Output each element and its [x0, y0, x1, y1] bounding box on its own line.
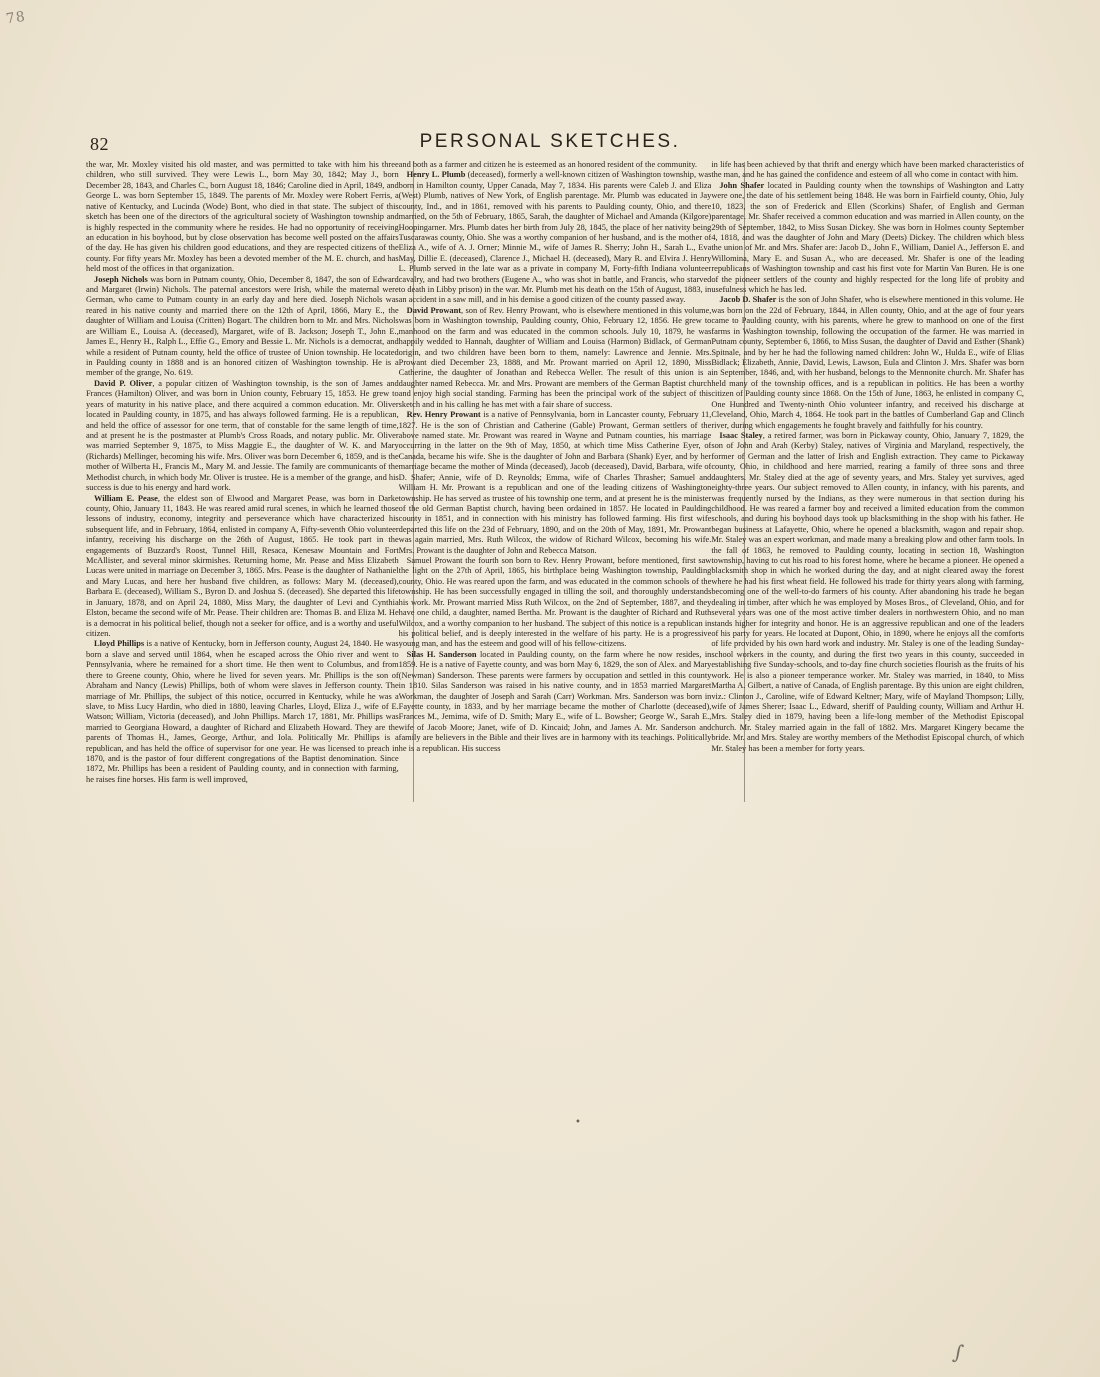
sketch-subject-name: Jacob D. Shafer — [719, 295, 777, 305]
sketch-paragraph — [711, 431, 1024, 754]
sketch-subject-name: Isaac Staley — [719, 430, 763, 440]
sketch-text: , a popular citizen of Washington township, is the son of James and Frances (Hamilton) Oliver, and was born in Union county, February 15, 1853. He grew to years of maturity in his native place, and there acquired a common education. Mr. Oliver located in Paulding county, in 1875, and has always followed farming. He is a republican, and held the office of assessor for one term, that of constable for the same length of time, and at present he is the postmaster at Plumb's Cross Roads, and notary public. Mr. Oliver was married September 9, 1875, to Miss Maggie E., the daughter of W. K. and Mary (Richards) Mellinger, becoming his wife. Mrs. Oliver was born December 6, 1859, and is the mother of Wilberta H., Francis M., Mary M. and Jessie. The family are communicants of the Methodist church, in which body Mr. Oliver is trustee. He is a member of the grange, and his success is due to his energy and hard work. — [86, 378, 399, 493]
sketch-subject-name: Lloyd Phillips — [94, 639, 145, 649]
sketch-text: is a native of Pennsylvania, born in Lancaster county, February 11, 1827. He is the son of Christian and Catherine (Gable) Prowant, German settlers of the above named state. Mr. Prowant was reared in Wayne and Putnam counties, his marriage occurring in the latter on the 9th of May, 1850, at which time Miss Catherine Eyer, of Canada, became his wife. She is the daughter of John and Barbara (Shank) Eyer, and by her marriage became the mother of Minda (deceased), Jacob (deceased), David, Barbara, wife of D. Shafer; Annie, wife of D. Reynolds; Emma, wife of Charles Thrasher; Samuel and William H. Mr. Prowant is a republican and one of the leading citizens of Washington township. He has served as trustee of his township one term, and at present he is the minister of the old German Baptist church, having been ordained in 1857. He located in Paulding county in 1851, and in connection with his ministry has followed farming. His first wife departed this life on the 23d of February, 1890, and on the 20th of May, 1891, Mr. Prowant was again married, Mrs. Ruth Wilcox, the widow of Richard Wilcox, becoming his wife. Mrs. Prowant is the daughter of John and Rebecca Matson. — [398, 410, 712, 555]
sketch-paragraph — [86, 494, 399, 640]
text-column-1 — [86, 160, 399, 804]
sketch-text: located in Paulding county when the townships of Washington and Latty were one, the date of his settlement being 1848. He was born in Fairfield county, Ohio, July 10, 1823, the son of Frederick and Ellen (Scorkins) Shafer, of English and German parentage. Mr. Shafer received a common education and was married in Allen county, on the 29th of September, 1842, to Miss Susan Dickey. She was born in Holmes county September 4, 1818, and was the daughter of John and Mary (Deets) Dickey. The children which bless the union of Mr. and Mrs. Shafer are: Jacob D., John F., William, Daniel A., Jefferson E. and Willomina, Mary E. and Susan A., who are deceased. Mr. Shafer is one of the leading republicans of Washington township and cast his first vote for Martin Van Buren. He is one of the pioneer settlers of the county and highly respected for the long life of probity and usefulness which he has led. — [711, 180, 1025, 295]
sketch-subject-name: David Prowant — [406, 305, 462, 315]
sketch-text: located in Paulding county, on the farm where he now resides, in 1859. He is a native of Fayette county, and was born May 6, 1829, the son of Alex. and Mary (Newman) Sanderson. These parents were farmers by occupation and settled in this county in 1810. Silas Sanderson was raised in his native county, and in 1853 married Margaret Workman, the daughter of Joseph and Sarah (Carr) Workman. Mrs. Sanderson was born in Fayette county, in 1833, and by her marriage became the mother of Charlotte (deceased), Frances M., Jemima, wife of D. Smith; Mary E., wife of L. Bowsher; George W., Sarah E., wife of Jacob Moore; Janet, wife of D. Kincaid; John, and James A. Mr. Sanderson and family are believers in the Bible and their lives are in harmony with its teachings. Politically he is a republican. His success — [398, 649, 712, 753]
sketch-text: Samuel Prowant the fourth son born to Rev. Henry Prowant, before mentioned, first saw the light on the 27th of April, 1865, his birthplace being Washington township, Paulding county, Ohio. He was reared upon the farm, and was educated in the common schools of the township. He has been successfully engaged in tilling the soil, and thoroughly understands his work. Mr. Prowant married Miss Ruth Wilcox, on the 2nd of September, 1887, and they have one child, a daughter, named Bertha. Mr. Prowant is the daughter of Richard and Ruth Wilcox, and a worthy companion to her husband. The subject of this notice is a republican in his political belief, and is deeply interested in the welfare of his party. He is a progressive young man, and has the esteem and good will of his fellow-citizens. — [398, 556, 712, 649]
sketch-subject-name: Rev. Henry Prowant — [406, 410, 481, 420]
sketch-subject-name: Silas H. Sanderson — [406, 649, 477, 659]
sketch-subject-name: Joseph Nichols — [94, 274, 148, 284]
stray-pencil-mark: ∫ — [951, 1339, 966, 1365]
sketch-text: is a native of Kentucky, born in Jefferson county, August 24, 1840. He was born a slave and served until 1864, when he escaped across the Ohio river and went to Pennsylvania, where he remained for a short time. He then went to Columbus, and from there to Greene county, Ohio, where he lived for seven years. Mr. Phillips is the son of Abraham and Nancy (Lewis) Phillips, both of whom were slaves in Jefferson county. The marriage of Mr. Phillips, the subject of this notice, occurred in Kentucky, while he was a slave, to Miss Lucy Hardin, who died in 1880, leaving Charles, Lloyd, Eliza J., wife of E. Watson; William, Victoria (deceased), and John Phillips. March 17, 1881, Mr. Phillips was married to Georgiana Howard, a daughter of Richard and Elizabeth Howard. They are the parents of Thomas H., James, George, Arthur, and Iola. Politically Mr. Phillips is a republican, and has held the office of supervisor for one year. He was licensed to preach in 1870, and is the pastor of four different congregations of the Baptist denomination. Since 1872, Mr. Phillips has been a resident of Paulding county, and in connection with farming, he raises fine horses. His farm is well improved, — [86, 639, 399, 784]
sketch-text: the war, Mr. Moxley visited his old master, and was permitted to take with him his three children, who still survived. They were Lewis L., born May 30, 1842; May J., born December 28, 1843, and Charles C., born August 18, 1846; Caroline died in April, 1849, and George L. was born September 15, 1849. The parents of Mr. Moxley were Robert Ferris, a native of Kentucky, and Lucinda (Wode) Bont, who died in that state. The subject of this sketch has been one of the directors of the agricultural society of Washington township and is highly respected in the community where he resides. He had no opportunity of receiving an education in his boyhood, but by close observation has become well posted on the affairs of the day. He has given his children good educations, and they are respected citizens of the county. For fifty years Mr. Moxley has been a devoted member of the M. E. church, and has held most of the offices in that organization. — [86, 160, 399, 274]
sketch-paragraph — [399, 170, 712, 305]
sketch-text: and both as a farmer and citizen he is esteemed as an honored resident of the community. — [398, 160, 697, 169]
text-column-3 — [711, 160, 1024, 804]
sketch-paragraph — [399, 650, 712, 754]
sketch-paragraph — [399, 556, 712, 650]
sketch-subject-name: William E. Pease — [94, 493, 158, 503]
sketch-paragraph — [86, 639, 399, 785]
sketch-subject-name: John Shafer — [719, 180, 765, 190]
page-number: 82 — [90, 134, 109, 154]
sketch-text: , the eldest son of Elwood and Margaret Pease, was born in Darke county, Ohio, January 11, 1843. He was reared amid rural scenes, in which he learned those lessons of industry, economy, integrity and perseverance which have characterized his subsequent life, and in February, 1864, enlisted in company A, Fifty-seventh Ohio volunteer infantry, receiving his discharge on the 26th of August, 1865. He took part in the engagements of Buzzard's Roost, Tunnel Hill, Resaca, Kenesaw Mountain and Fort McAllister, and several minor skirmishes. Returning home, Mr. Pease and Miss Elizabeth Lucas were united in marriage on December 3, 1865. Mrs. Pease is the daughter of Nathaniel and Mary Lucas, and here her husband five children, as follows: Mary M. (deceased), Barbara E. (deceased), William S., Byron D. and Joshua S. (deceased). She departed this life in January, 1878, and on April 24, 1880, Miss Mary, the daughter of Levi and Cynthia Elston, became the second wife of Mr. Pease. Their children are: Thomas B. and Eliza M. He is a democrat in his political belief, though not a seeker for office, and is a worthy and useful citizen. — [86, 493, 399, 638]
sketch-paragraph — [711, 181, 1024, 296]
sketch-text: in life has been achieved by that thrift and energy which have been marked characteristics of the man, and he has gained the confidence and esteem of all who come in contact with him. — [711, 160, 1025, 180]
sketch-text: , a retired farmer, was born in Pickaway county, Ohio, January 7, 1829, the son of John and Arah (Kerby) Staley, natives of Virginia and Maryland, respectively, the former of German and the latter of Irish and English extraction. They came to Pickaway county, Ohio, in childhood and here married, rearing a family of three sons and three daughters. Mr. Staley died at the age of seventy years, and Mrs. Staley yet survives, aged eighty-three years. Our subject removed to Allen county, in infancy, with his parents, and was frequently nursed by the Indians, as they were numerous in that section during his childhood. He was reared a farmer boy and received a limited education from the common schools, and during his boyhood days took up blacksmithing in the shop with his father. He began business at Lafayette, Ohio, where he opened a blacksmith, wagon and repair shop. Mr. Staley was an expert workman, and made many a breaking plow and other farm tools. In the fall of 1863, he removed to Paulding county, locating in section 18, Washington township, having to cut his road to his forest home, where he became a pioneer. He opened a blacksmith shop in which he worked during the day, and at night cleared away the forest where he had his first wheat field. He followed his trade for thirty years along with farming, becoming one of the well-to-do farmers of his county. After abandoning his trade he began dealing in timber, after which he was employed by Moses Bros., of Cleveland, Ohio, and for several years was one of the most active timber dealers in northwestern Ohio, and no man stands higher for integrity and honor. He is an aggressive republican and one of the leaders of his party for years. He located at Dupont, Ohio, in 1890, where he enjoys all the comforts of life provided by his own hard work and industry. Mr. Staley is one of the leading Sunday-school workers in the county, and during the first two years in this county, succeeded in establishing five Sunday-schools, and to-day fine church societies flourish as the fruits of his work. He is also a pioneer temperance worker. Mr. Staley was married, in 1840, to Miss Martha A. Gilbert, a native of Canada, of English parentage. By this union are eight children, viz.: Clinton J., Caroline, wife of Edward Keltner; Mary, wife of Mayland Thompson; Lilly, wife of James Sherer; Isaac L., Edward, sheriff of Paulding county, William and Arthur H. Mrs. Staley died in 1879, having been a life-long member of the Methodist Episcopal church. Mr. Staley married again in the fall of 1882. Mrs. Margaret Kingery became the bride. Mr. and Mrs. Staley are worthy members of the Methodist Episcopal church, of which Mr. Staley has been a member for forty years. — [711, 430, 1025, 753]
sketch-paragraph — [86, 379, 399, 494]
sketch-text: was born in Putnam county, Ohio, December 8, 1847, the son of Edward and Margaret (Irwin) Nichols. The paternal ancestors were Irish, while the maternal were German, who came to Putnam county in an early day and here died. Joseph Nichols was reared in his native county and married there on the 12th of April, 1866, Mary E., the daughter of William and Louisa (Critten) Bogart. The children born to Mr. and Mrs. Nichols are William E., Louisa A. (deceased), Margaret, wife of B. Jackson; Joseph T., John E., James E., Henry H., Ralph L., Effie G., Emory and Bessie L. Mr. Nichols is a democrat, and while a resident of Putnam county, held the office of trustee of Union township. He located in Paulding county in 1888 and is an honored citizen of Washington township. He is a member of the grange, No. 619. — [86, 274, 399, 378]
sketch-paragraph — [399, 160, 712, 170]
sketch-subject-name: David P. Oliver — [94, 378, 153, 388]
page-title: PERSONAL SKETCHES. — [419, 131, 681, 152]
stray-ink-mark: • — [575, 1117, 581, 1128]
sketch-text: (deceased), formerly a well-known citizen of Washington township, was born in Hamilton county, Upper Canada, May 7, 1834. His parents were Caleb J. and Eliza (West) Plumb, natives of New York, of English parentage. Mr. Plumb was educated in Jay county, Ind., and in 1861, removed with his parents to Paulding county, Ohio, and there married, on the 5th of February, 1865, Sarah, the daughter of Michael and Amanda (Kilgore) Hoopingarner. Mrs. Plumb dates her birth from July 28, 1845, the place of her nativity being Tuscarawas county, Ohio. She was a worthy companion of her husband, and is the mother of Eliza A., wife of A. J. Orner; Minnie M., wife of James R. Sherry; John H., Sarah L., Eva May, Dillie E. (deceased), Clarence J., Michael H. (deceased), Mary R. and Elvira J. Henry L. Plumb served in the late war as a private in company M, Forty-fifth Indiana volunteer cavalry, and had two brothers (Eugene A., who was shot in battle, and Francis, who starved to death in Libby prison) in the war. Mr. Plumb met his death on the 15th of August, 1883, in an accident in a saw mill, and in his demise a good citizen of the county passed away. — [398, 170, 712, 305]
sketch-paragraph — [399, 306, 712, 410]
sketch-text: is the son of John Shafer, who is elsewhere mentioned in this volume. He was born on the 22d of February, 1844, in Allen county, Ohio, and at the age of four years came to Paulding county, with his parents, where he grew to manhood on one of the first farms in Washington township, following the occupation of the farmer. He was married in Putnam county, September 6, 1866, to Miss Susan, the daughter of David and Esther (Shank) Spitnale, and by her he had the following named children: John W., Hulda E., wife of Elias Bidlack; Elizabeth, Annie, David, Lewis, Lawson, Eula and Clinton J. Mrs. Shafer was born in September, 1846, and, with her husband, belongs to the Mennonite church. Mr. Shafer has held many of the township offices, and is a republican in politics. He has been a worthy citizen of Paulding county since 1868. On the 15th of June, 1863, he enlisted in company C, One Hundred and Twenty-ninth Ohio volunteer infantry, and received his discharge at Cleveland, Ohio, March 4, 1864. He took part in the battles of Cumberland Gap and Clinch river, during which engagements he fought bravely and faithfully for his country. — [711, 295, 1025, 430]
sketch-paragraph — [711, 160, 1024, 181]
sketch-subject-name: Henry L. Plumb — [406, 170, 466, 180]
sketch-paragraph — [86, 160, 399, 275]
text-column-2 — [399, 160, 712, 804]
handwritten-corner-note: 78 — [4, 8, 27, 28]
sketch-paragraph — [86, 275, 399, 379]
text-columns — [86, 160, 1024, 804]
sketch-paragraph — [399, 410, 712, 556]
sketch-paragraph — [711, 295, 1024, 430]
sketch-text: , son of Rev. Henry Prowant, who is elsewhere mentioned in this volume, was born in Washington township, Paulding county, Ohio, February 12, 1856. He grew to manhood on the farm and was educated in the common schools. July 10, 1879, he was happily wedded to Hannah, daughter of William and Louisa (Harmon) Bidlack, of German origin, and two children have been born to them, namely: Lawrence and Jennie. Mrs. Prowant died December 23, 1888, and Mr. Prowant married on April 12, 1890, Miss Catherine, the daughter of Jonathan and Rebecca Weller. The result of this union is a daughter named Rebecca. Mr. and Mrs. Prowant are members of the German Baptist church and enjoy high social standing. Farming has been the principal work of the subject of this sketch and in his calling he has met with a fair share of success. — [398, 305, 712, 409]
